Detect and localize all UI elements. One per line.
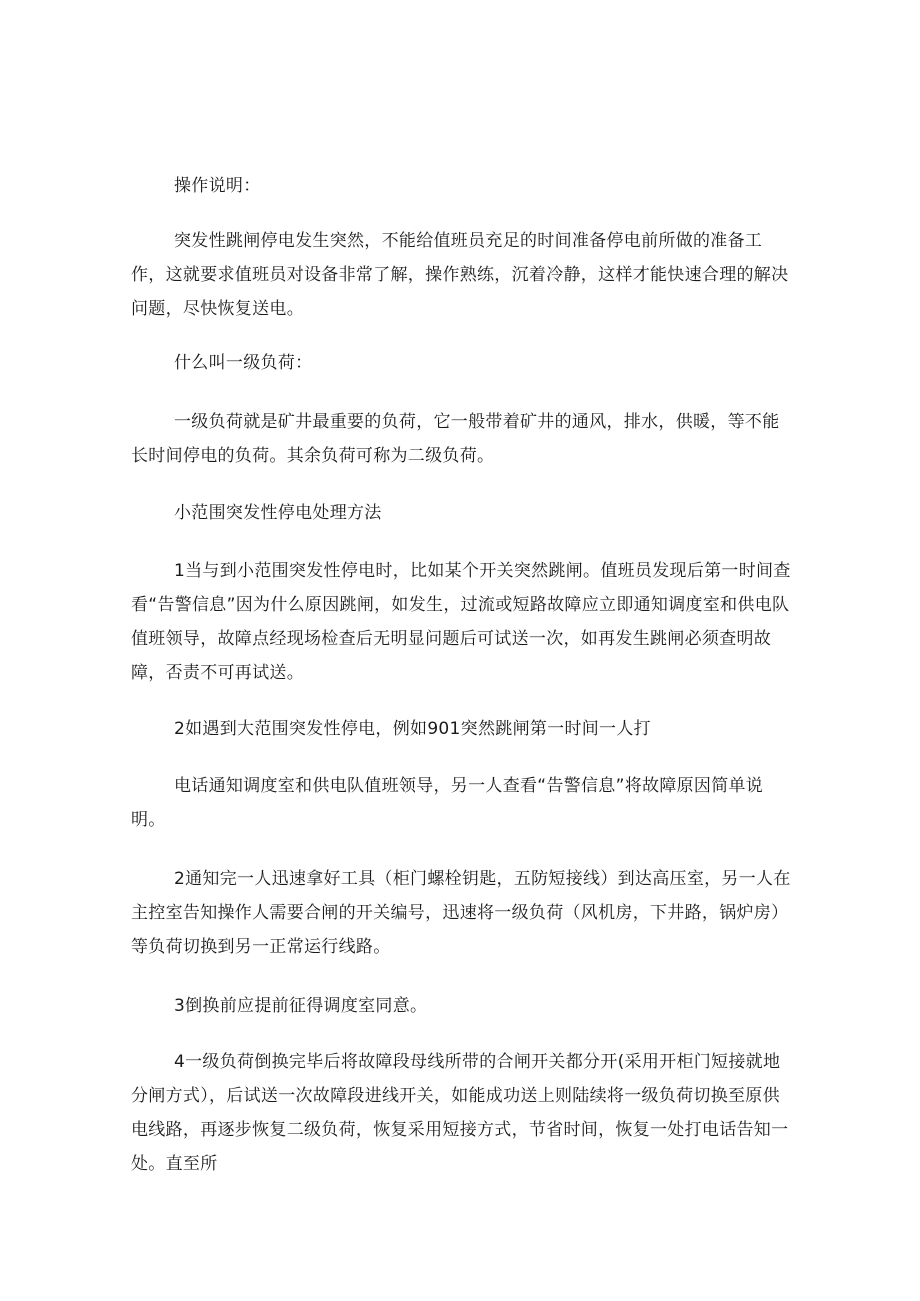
paragraph-step-2b: 2通知完一人迅速拿好工具（柜门螺栓钥匙，五防短接线）到达高压室，另一人在主控室告知操作人需要合闸的开关编号，迅速将一级负荷（风机房，下井路，锅炉房）等负荷切换到另一正常运行线路。 xyxy=(131,869,791,957)
paragraph-step-4: 4一级负荷倒换完毕后将故障段母线所带的合闸开关都分开(采用开柜门短接就地分闸方式），后试送一次故障段进线开关，如能成功送上则陆续将一级负荷切换至原供电线路，再逐步恢复二级负荷，恢复采用短接方式，节省时间，恢复一处打电话告知一处。直至所 xyxy=(131,1052,789,1174)
paragraph-first-level-load: 一级负荷就是矿井最重要的负荷，它一般带着矿井的通风，排水，供暖，等不能长时间停电的负荷。其余负荷可称为二级负荷。 xyxy=(131,412,780,466)
paragraph-step-2a: 2如遇到大范围突发性停电，例如901突然跳闸第一时间一人打 xyxy=(174,719,651,739)
paragraph-step-1: 1当与到小范围突发性停电时，比如某个开关突然跳闸。值班员发现后第一时间查看“告警信息”因为什么原因跳闸，如发生，过流或短路故障应立即通知调度室和供电队值班领导，故障点经现场检查后无明显问题后可试送一次，如再发生跳闸必须查明故障，否责不可再试送。 xyxy=(131,561,791,683)
paragraph-step-3: 3倒换前应提前征得调度室同意。 xyxy=(174,996,428,1016)
heading-operation-instructions: 操作说明： xyxy=(174,176,261,196)
heading-small-range-outage: 小范围突发性停电处理方法 xyxy=(174,503,382,523)
paragraph-step-2a-continued: 电话通知调度室和供电队值班领导，另一人查看“告警信息”将故障原因简单说明。 xyxy=(131,776,764,830)
paragraph-sudden-trip: 突发性跳闸停电发生突然，不能给值班员充足的时间准备停电前所做的准备工作，这就要求值班员对设备非常了解，操作熟练，沉着冷静，这样才能快速合理的解决问题，尽快恢复送电。 xyxy=(131,231,789,319)
heading-first-level-load: 什么叫一级负荷： xyxy=(174,353,313,373)
